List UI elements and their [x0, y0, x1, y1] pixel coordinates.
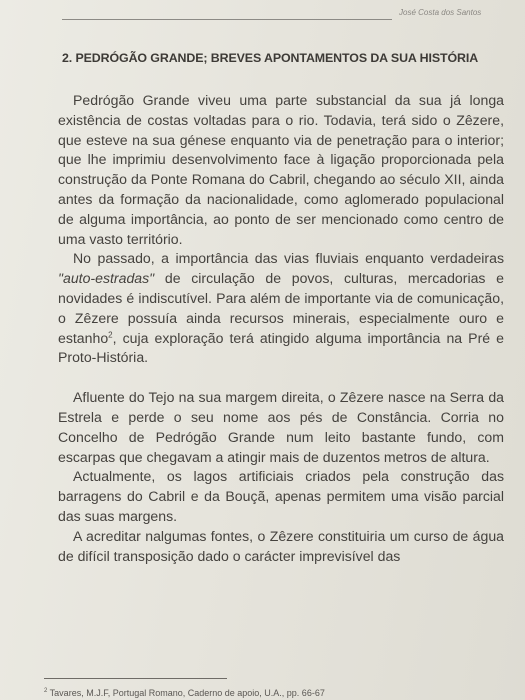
paragraph-2 — [58, 249, 504, 368]
footnote-reference: 2 — [108, 329, 113, 339]
paragraph-2-italic: "auto-estradas" — [58, 270, 155, 287]
paragraph-2-start: No passado, a importância das vias fluviais enquanto verdadeiras — [73, 250, 504, 267]
footnote-number: 2 — [44, 688, 48, 694]
header-rule — [62, 19, 392, 20]
paragraph-2-middle: de circulação de povos, culturas, mercadorias e novidades é indiscutível. Para além de importante via de comunicação, o Zêzere possuía ainda recursos minerais, especialmente ouro e estanho — [58, 270, 504, 346]
paragraph-5: A acreditar nalgumas fontes, o Zêzere constituiria um curso de água de difícil transposição dado o carácter imprevisível das — [58, 527, 504, 564]
footnote-rule — [44, 678, 227, 679]
footnote — [44, 688, 325, 698]
footnote-text: Tavares, M.J.F, Portugal Romano, Caderno de apoio, U.A., pp. 66-67 — [47, 688, 325, 698]
running-header-author: José Costa dos Santos — [399, 8, 482, 17]
paragraph-2-end: , cuja exploração terá atingido alguma importância na Pré e Proto-História. — [58, 329, 504, 366]
paragraph-3: Afluente do Tejo na sua margem direita, o Zêzere nasce na Serra da Estrela e perde o seu nome aos pés de Constância. Corria no Concelho de Pedrógão Grande num leito bastante fundo, com escarpas que chegavam a atingir mais de duzentos metros de altura. — [58, 389, 504, 465]
paragraph-4: Actualmente, os lagos artificiais criados pela construção das barragens do Cabril e da Bouçã, apenas permitem uma visão parcial das suas margens. — [58, 468, 504, 524]
paragraph-1: Pedrógão Grande viveu uma parte substancial da sua já longa existência de costas voltadas para o rio. Todavia, terá sido o Zêzere, que esteve na sua génese enquanto via de penetração para o interior; que lhe imprimiu desenvolvimento face à ligação proporcionada pela construção da Ponte Romana do Cabril, chegando ao século XII, ainda antes da formação da nacionalidade, como aglomerado populacional de alguma importância, ao ponto de ser mencionado como centro de uma vasto território. — [58, 92, 504, 247]
body-text — [58, 91, 504, 566]
section-title: 2. PEDRÓGÃO GRANDE; BREVES APONTAMENTOS DA SUA HISTÓRIA — [62, 51, 479, 65]
